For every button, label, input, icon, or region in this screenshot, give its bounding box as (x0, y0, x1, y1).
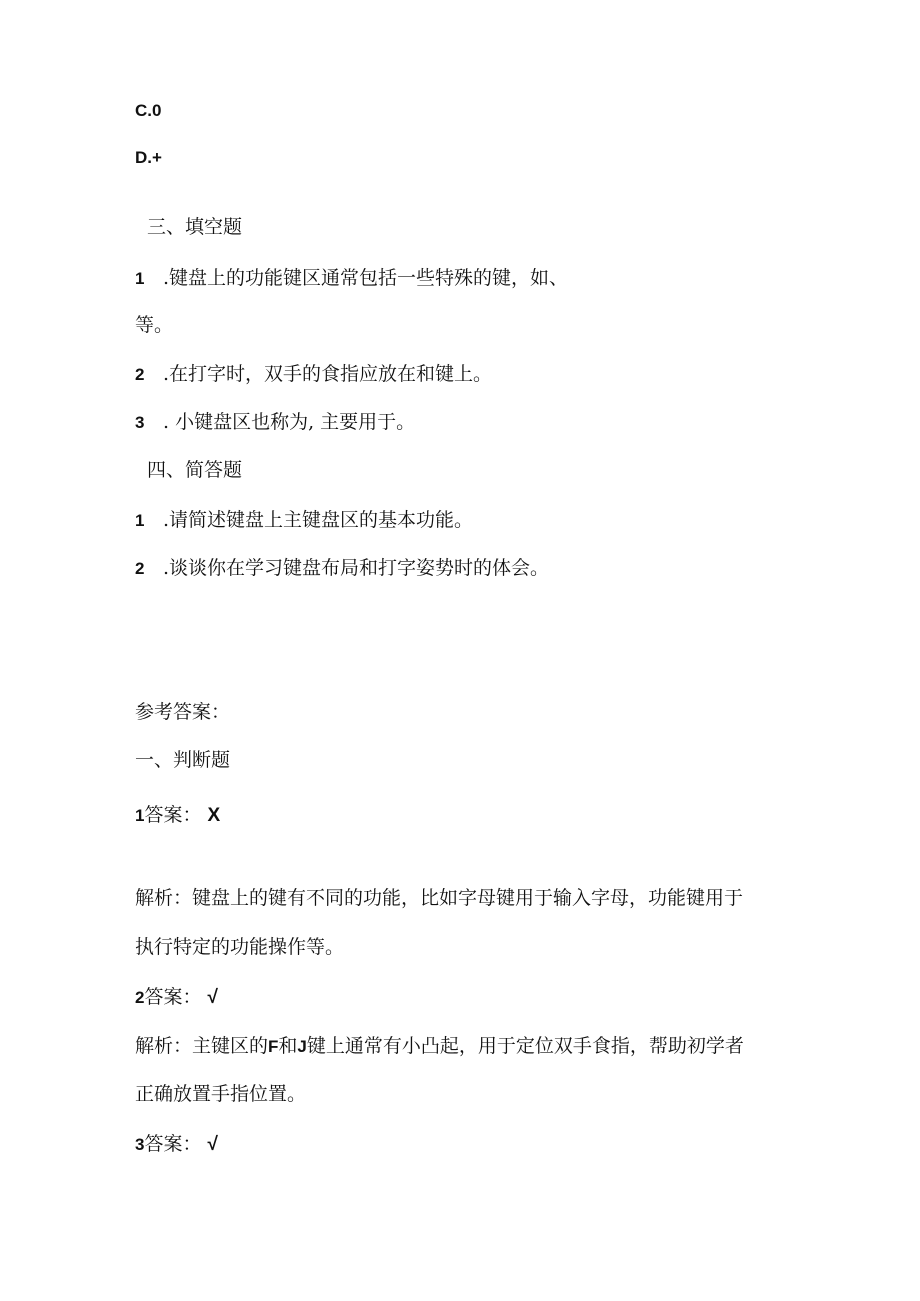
choice-d: D.+ (135, 148, 162, 167)
fill-blank-q1-continuation: 等。 (135, 314, 174, 336)
question-number: 2 (135, 559, 145, 578)
answer-number: 2 (135, 988, 145, 1007)
answer-label: 答案： (144, 986, 202, 1008)
question-number: 3 (135, 413, 145, 432)
answers-section1-heading: 一、判断题 (135, 749, 231, 771)
explanation-text: 键上通常有小凸起，用于定位双手食指，帮助初学者 (306, 1035, 744, 1057)
explanation-text: 和 (278, 1035, 298, 1057)
question-text: .谈谈你在学习键盘布局和打字姿势时的体会。 (163, 557, 550, 579)
answer-1-explanation-line1: 解析：键盘上的键有不同的功能，比如字母键用于输入字母，功能键用于 (135, 887, 744, 909)
question-text: .键盘上的功能键区通常包括一些特殊的键，如、 (163, 267, 569, 289)
answer-number: 1 (135, 806, 145, 825)
answer-2-explanation-line2: 正确放置手指位置。 (135, 1083, 307, 1105)
answer-mark: X (207, 805, 221, 826)
fill-blank-heading: 三、填空题 (147, 216, 243, 238)
explanation-text: 解析：主键区的 (135, 1035, 269, 1057)
choice-c: C.0 (135, 101, 162, 120)
key-j: J (297, 1037, 307, 1056)
answer-1-explanation-line2: 执行特定的功能操作等。 (135, 936, 345, 958)
question-number: 2 (135, 365, 145, 384)
answer-number: 3 (135, 1135, 145, 1154)
short-answer-q1 (135, 508, 473, 533)
short-answer-q2 (135, 556, 549, 581)
answers-title: 参考答案： (135, 701, 231, 723)
answer-2 (135, 985, 218, 1010)
question-number: 1 (135, 511, 145, 530)
question-text: . 小键盘区也称为, 主要用于。 (163, 411, 416, 433)
answer-3 (135, 1132, 218, 1157)
fill-blank-q2 (135, 362, 492, 387)
answer-label: 答案： (144, 804, 202, 826)
answer-label: 答案： (144, 1133, 202, 1155)
short-answer-heading: 四、简答题 (147, 459, 243, 481)
answer-mark: √ (207, 987, 218, 1008)
question-number: 1 (135, 269, 145, 288)
fill-blank-q1 (135, 266, 568, 291)
answer-1 (135, 803, 220, 828)
fill-blank-q3 (135, 410, 415, 435)
question-text: .在打字时，双手的食指应放在和键上。 (163, 363, 493, 385)
key-f: F (268, 1037, 279, 1056)
question-text: .请简述键盘上主键盘区的基本功能。 (163, 509, 474, 531)
answer-mark: √ (207, 1134, 218, 1155)
answer-2-explanation-line1 (135, 1034, 744, 1059)
